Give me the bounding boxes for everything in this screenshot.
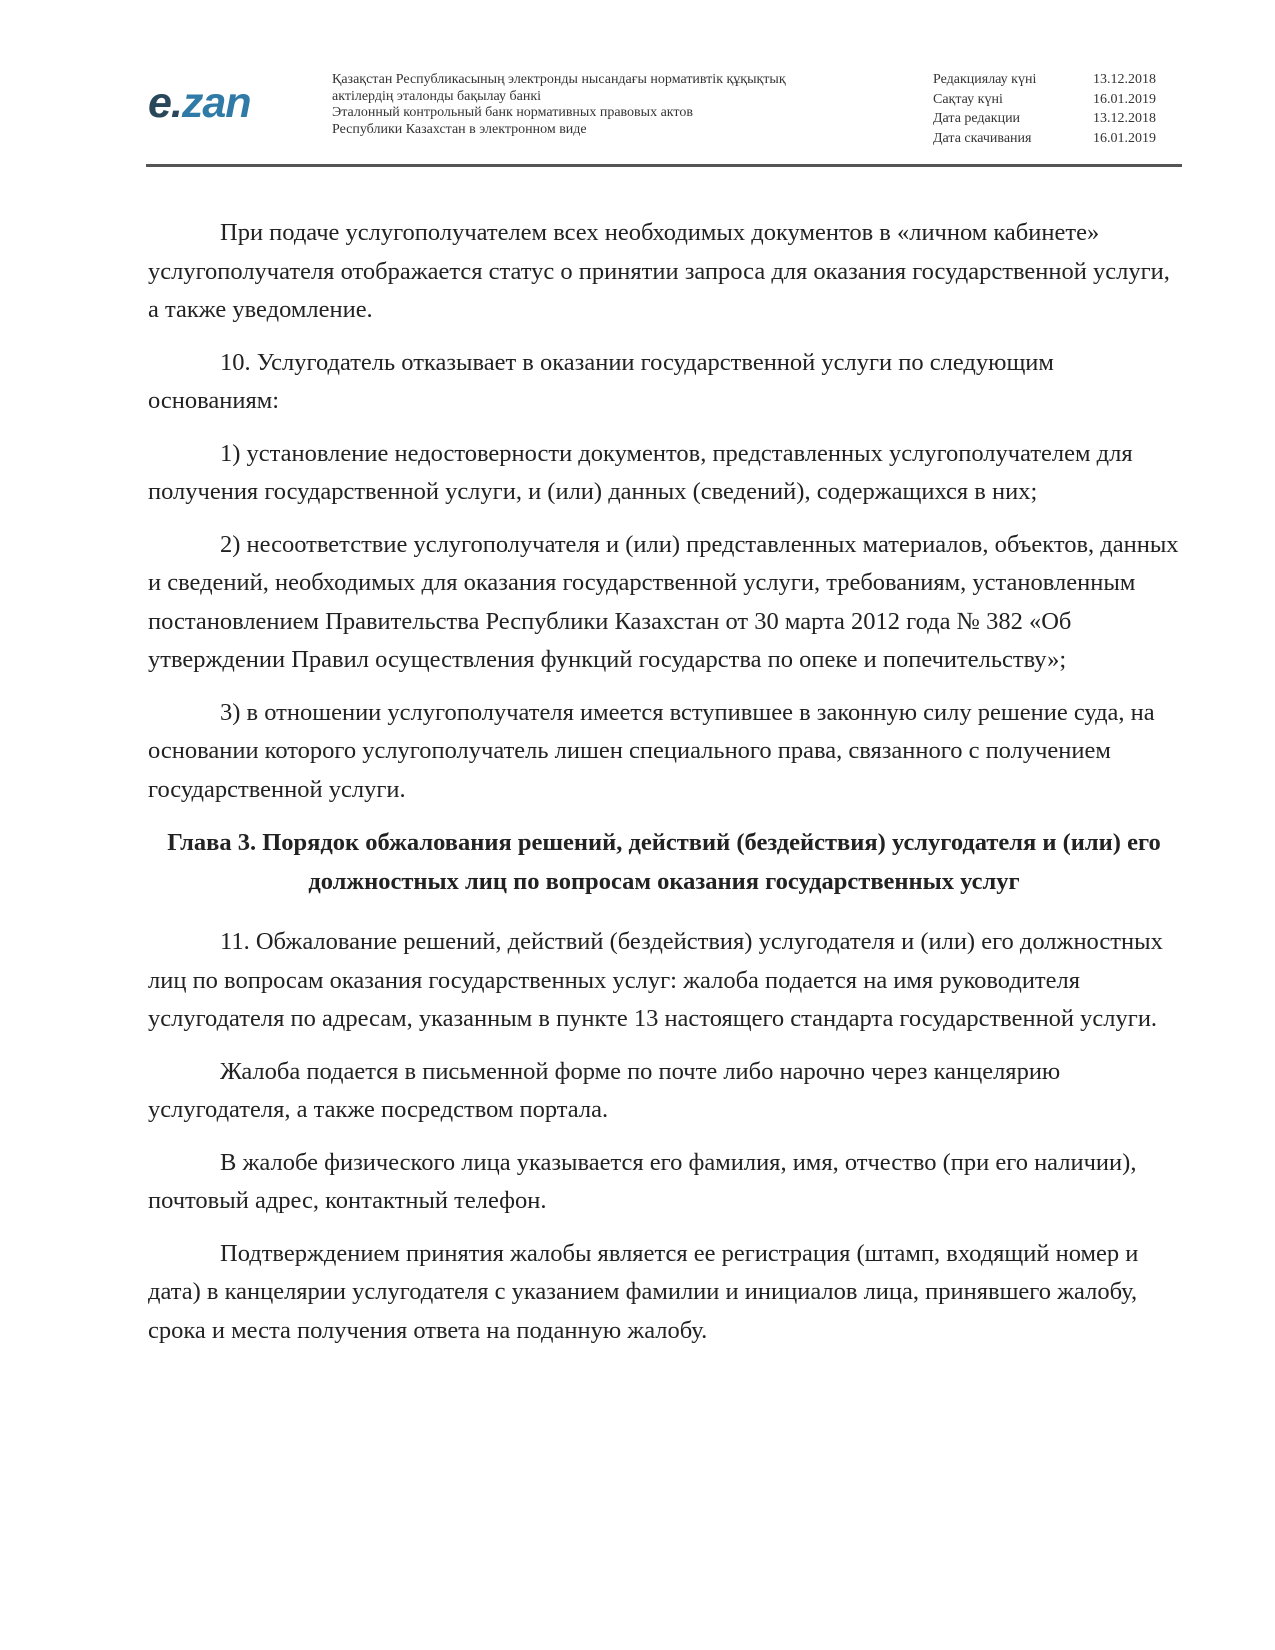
paragraph: 1) установление недостоверности документов, представленных услугополучателем для получения государственной услуги, и (или) данных (сведений), содержащихся в них; (148, 439, 1133, 505)
bank-line: Эталонный контрольный банк нормативных правовых актов (332, 105, 693, 120)
meta-value: 16.01.2019 (1093, 130, 1156, 146)
paragraph: 11. Обжалование решений, действий (бездействия) услугодателя и (или) его должностных лиц по вопросам оказания государственных услуг: жалоба подается на имя руководителя услугодателя по адресам, указанным в пункте 13 настоящего стандарта государственной услуги. (148, 928, 1163, 1032)
meta-row (933, 129, 1183, 149)
bank-line: Республики Казахстан в электронном виде (332, 121, 587, 137)
paragraph: При подаче услугополучателем всех необходимых документов в «личном кабинете» услугополучателя отображается статус о принятии запроса для оказания государственной услуги, а также уведомление. (148, 219, 1170, 323)
date-metadata (933, 70, 1183, 148)
meta-row (933, 70, 1183, 90)
meta-label: Дата редакции (933, 111, 1021, 126)
meta-label: Редакциялау күні (933, 72, 1037, 87)
bank-line: актілердің эталонды бақылау банкі (332, 88, 542, 104)
document-header (146, 62, 1182, 168)
meta-row (933, 109, 1183, 129)
document-body (148, 214, 1180, 1364)
meta-value: 16.01.2019 (1093, 91, 1156, 107)
paragraph: В жалобе физического лица указывается его фамилия, имя, отчество (при его наличии), почтовый адрес, контактный телефон. (148, 1148, 1137, 1214)
ezan-logo: e.zan (148, 79, 251, 127)
meta-value: 13.12.2018 (1093, 72, 1156, 87)
paragraph: 3) в отношении услугополучателя имеется вступившее в законную силу решение суда, на основании которого услугополучатель лишен специального права, связанного с получением государственной услуги. (148, 698, 1155, 803)
paragraph: 10. Услугодатель отказывает в оказании государственной услуги по следующим основаниям: (148, 348, 1054, 414)
paragraph: 2) несоответствие услугополучателя и (или) представленных материалов, объектов, данных и сведений, необходимых для оказания государственной услуги, требованиям, установленным постановлением Правительства Республики Казахстан от 30 марта 2012 года № 382 «Об утверждении Правил осуществления функций государства по опеке и попечительству»; (148, 530, 1179, 673)
meta-label: Дата скачивания (933, 130, 1032, 146)
paragraph: Подтверждением принятия жалобы является ее регистрация (штамп, входящий номер и дата) в канцелярии услугодателя с указанием фамилии и инициалов лица, принявшего жалобу, срока и места получения ответа на поданную жалобу. (148, 1239, 1139, 1344)
paragraph: Жалоба подается в письменной форме по почте либо нарочно через канцелярию услугодателя, а также посредством портала. (148, 1057, 1061, 1123)
meta-row (933, 90, 1183, 110)
chapter-title: Глава 3. Порядок обжалования решений, действий (бездействия) услугодателя и (или) его должностных лиц по вопросам оказания государственных услуг (167, 829, 1161, 895)
header-divider (146, 164, 1182, 167)
meta-value: 13.12.2018 (1093, 111, 1156, 126)
bank-line: Қазақстан Республикасының электронды нысандағы нормативтік құқықтық (332, 72, 786, 87)
bank-description (332, 72, 892, 138)
meta-label: Сақтау күні (933, 91, 1003, 107)
